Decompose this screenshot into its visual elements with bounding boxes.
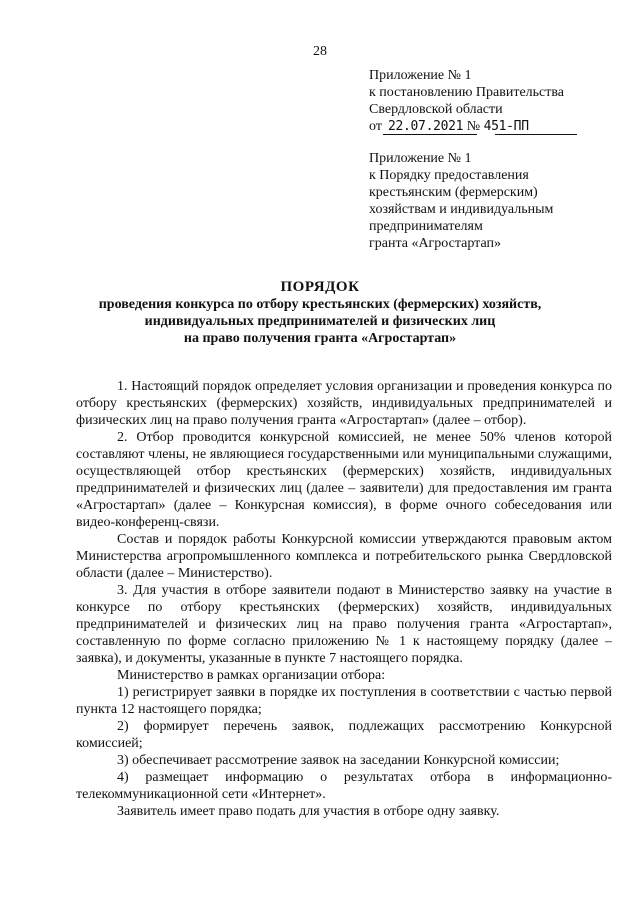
- annex-line: к Порядку предоставления: [369, 168, 529, 183]
- list-item: 1) регистрирует заявки в порядке их поступления в соответствии с частью первой пункта 12 настоящего порядка;: [76, 685, 612, 717]
- annex-line: к постановлению Правительства: [369, 85, 565, 100]
- document-title: [60, 278, 580, 347]
- decree-date-number-line: [369, 118, 619, 135]
- document-body: [76, 378, 612, 820]
- paragraph: Состав и порядок работы Конкурсной комиссии утверждаются правовым актом Министерства агропромышленного комплекса и потребительского рынка Свердловской области (далее – Министерство).: [76, 532, 612, 581]
- annex-line: гранта «Агростартап»: [369, 236, 501, 251]
- paragraph: Министерство в рамках организации отбора:: [117, 668, 386, 683]
- title-subline: индивидуальных предпринимателей и физических лиц: [144, 314, 496, 329]
- paragraph: Заявитель имеет право подать для участия в отборе одну заявку.: [117, 804, 500, 819]
- title-subline: на право получения гранта «Агростартап»: [183, 331, 457, 346]
- paragraph: 3. Для участия в отборе заявители подают в Министерство заявку на участие в конкурсе по отбору крестьянских (фермерских) хозяйств, индивидуальных предпринимателей и физических лиц на право получения гранта «Агростартап», составленную по форме согласно приложению № 1 к настоящему порядку (далее – заявка), и документы, указанные в пункте 7 настоящего порядка.: [76, 583, 612, 666]
- number-prefix: №: [466, 119, 481, 134]
- paragraph: 2. Отбор проводится конкурсной комиссией, не менее 50% членов которой составляют члены, не являющиеся государственными или муниципальными служащими, осуществляющей отбор крестьянских (фермерских) хозяйств, индивидуальных предпринимателей и физических лиц (далее – заявители) для предоставления им гранта «Агростартап» (далее – Конкурсная комиссия), в форме очного собеседования или видео-конференц-связи.: [76, 430, 612, 530]
- date-prefix: от: [369, 119, 382, 134]
- page-number: 28: [313, 44, 327, 59]
- decree-date: 22.07.2021: [387, 119, 464, 134]
- annex-line: крестьянским (фермерским): [369, 185, 538, 200]
- title-main: ПОРЯДОК: [280, 279, 360, 295]
- list-item: 4) размещает информацию о результатах отбора в информационно-телекоммуникационной сети «Интернет».: [76, 770, 612, 802]
- annex-line: Приложение № 1: [369, 68, 472, 83]
- annex-line: предпринимателям: [369, 219, 483, 234]
- annex-government-decree: [369, 67, 619, 135]
- annex-grant-procedure: [369, 150, 619, 252]
- annex-line: Свердловской области: [369, 102, 503, 117]
- annex-line: Приложение № 1: [369, 151, 472, 166]
- number-underline: [495, 134, 577, 135]
- title-subline: проведения конкурса по отбору крестьянских (фермерских) хозяйств,: [98, 297, 542, 312]
- decree-number: 451-ПП: [483, 119, 529, 134]
- annex-line: хозяйствам и индивидуальным: [369, 202, 554, 217]
- paragraph: 1. Настоящий порядок определяет условия организации и проведения конкурса по отбору крестьянских (фермерских) хозяйств, индивидуальных предпринимателей и физических лиц на право получения гранта «Агростартап» (далее – отбор).: [76, 379, 612, 428]
- list-item: 2) формирует перечень заявок, подлежащих рассмотрению Конкурсной комиссией;: [76, 719, 612, 751]
- date-underline: [383, 134, 477, 135]
- list-item: 3) обеспечивает рассмотрение заявок на заседании Конкурсной комиссии;: [117, 753, 560, 768]
